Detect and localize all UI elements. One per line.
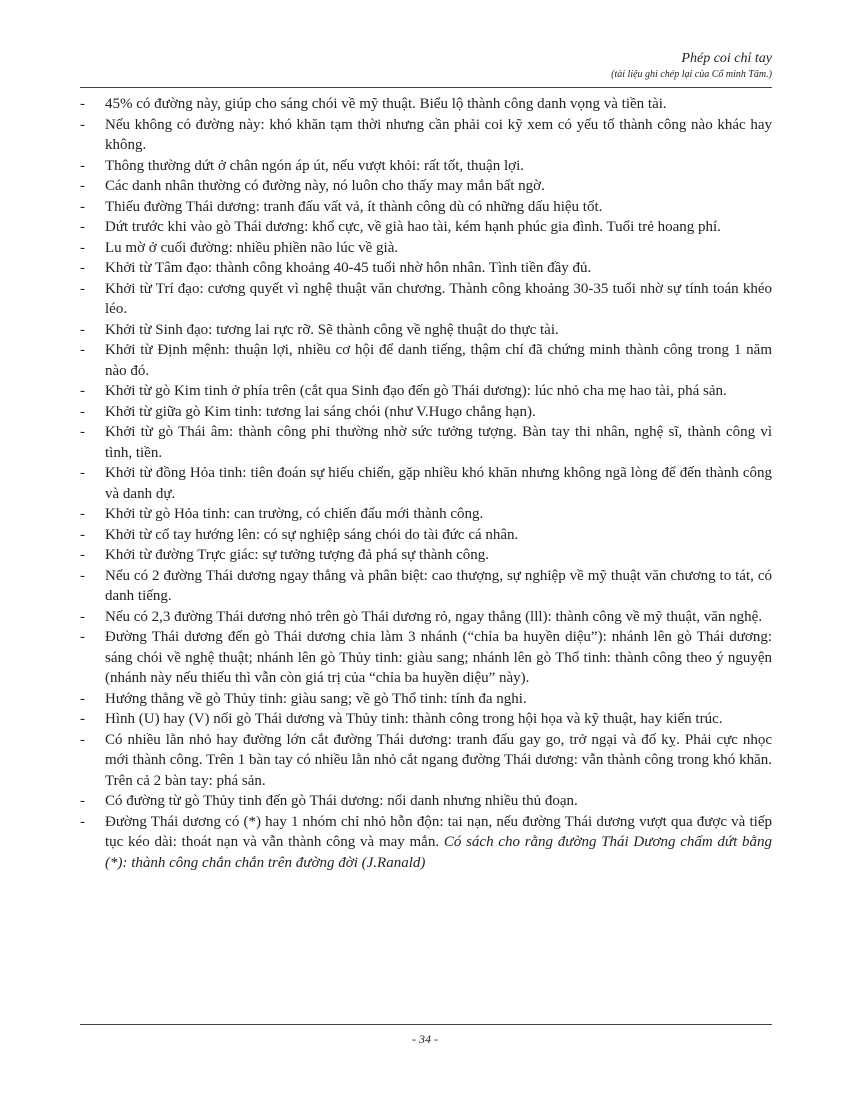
list-item: - Khởi từ giữa gò Kim tinh: tương lai sáng chói (như V.Hugo chẳng hạn).: [80, 402, 772, 423]
bullet-list: [80, 94, 772, 873]
list-item: - Khởi từ gò Hỏa tinh: can trường, có chiến đấu mới thành công.: [80, 504, 772, 525]
list-item: - Dứt trước khi vào gò Thái dương: khổ cực, về già hao tài, kém hạnh phúc gia đình. Tuổi trẻ hoang phí.: [80, 217, 772, 238]
header-divider: [80, 87, 772, 88]
list-item: - Nếu không có đường này: khó khăn tạm thời nhưng cần phải coi kỹ xem có yếu tố thành công nào khác hay không.: [80, 115, 772, 156]
list-item: - Khởi từ đường Trực giác: sự tưởng tượng đả phá sự thành công.: [80, 545, 772, 566]
page-header: [611, 50, 772, 82]
list-item-italic-note: Có sách cho rằng đường Thái Dương chấm dứt bằng (*): thành công chắn chắn trên đường đời (J.Ranald): [105, 834, 773, 871]
header-subtitle: (tài liệu ghi chép lại của Cổ minh Tâm.): [611, 69, 772, 80]
list-item: - Thiếu đường Thái dương: tranh đấu vất vả, ít thành công dù có những dấu hiệu tốt.: [80, 197, 772, 218]
list-item: - Khởi từ gò Thái âm: thành công phi thường nhờ sức tưởng tượng. Bàn tay thi nhân, nghệ sĩ, thành công vì tình, tiền.: [80, 422, 772, 463]
list-item: - Khởi từ gò Kim tinh ở phía trên (cắt qua Sinh đạo đến gò Thái dương): lúc nhỏ cha mẹ hao tài, phá sản.: [80, 381, 772, 402]
list-item: - Các danh nhân thường có đường này, nó luôn cho thấy may mắn bất ngờ.: [80, 176, 772, 197]
header-title: Phép coi chỉ tay: [681, 51, 772, 66]
list-item-last: [80, 812, 772, 874]
list-item: - Khởi từ đồng Hỏa tinh: tiên đoán sự hiếu chiến, gặp nhiều khó khăn nhưng không ngã lòng để đến thành công và danh dự.: [80, 463, 772, 504]
page-number: - 34 -: [412, 1032, 438, 1046]
list-item: - 45% có đường này, giúp cho sáng chói về mỹ thuật. Biểu lộ thành công danh vọng và tiền tài.: [80, 94, 772, 115]
list-item: - Khởi từ Trí đạo: cương quyết vì nghệ thuật văn chương. Thành công khoảng 30-35 tuổi nhờ sự tính toán khéo léo.: [80, 279, 772, 320]
list-item: - Có nhiều lằn nhỏ hay đường lớn cắt đường Thái dương: tranh đấu gay go, trở ngại và đố kỵ. Phải cực nhọc mới thành công. Trên 1 bàn tay có nhiều lằn nhỏ cắt ngang đường Thái dương: vẫn thành công trong khó khăn. Trên cả 2 bàn tay: phá sản.: [80, 730, 772, 792]
list-item-text: Đường Thái dương có (*) hay 1 nhóm chỉ nhỏ hỗn độn: tai nạn, nếu đường Thái dương vượt qua được và tiếp tục kéo dài: thoát nạn và vẫn thành công và may mắn.: [105, 813, 772, 850]
list-item: - Khởi từ Định mệnh: thuận lợi, nhiều cơ hội để danh tiếng, thậm chí đã chứng minh thành công trong 1 năm nào đó.: [80, 340, 772, 381]
list-item: - Thông thường dứt ở chân ngón áp út, nếu vượt khỏi: rất tốt, thuận lợi.: [80, 156, 772, 177]
list-item: - Có đường từ gò Thủy tinh đến gò Thái dương: nổi danh nhưng nhiều thủ đoạn.: [80, 791, 772, 812]
list-item: - Khởi từ Sinh đạo: tương lai rực rỡ. Sẽ thành công về nghệ thuật do thực tài.: [80, 320, 772, 341]
list-item: - Đường Thái dương đến gò Thái dương chia làm 3 nhánh (“chỉa ba huyền diệu”): nhánh lên gò Thái dương: sáng chói về nghệ thuật; nhánh lên gò Thủy tinh: giàu sang; nhánh lên gò Thổ tinh: thành công theo ý nguyện (nhánh này nếu thiếu thì vẫn còn giá trị của “chỉa ba huyền diệu” này).: [80, 627, 772, 689]
list-item: - Nếu có 2 đường Thái dương ngay thẳng và phân biệt: cao thượng, sự nghiệp về mỹ thuật văn chương to tát, có danh tiếng.: [80, 566, 772, 607]
list-item: - Nếu có 2,3 đường Thái dương nhỏ trên gò Thái dương rỏ, ngay thẳng (lll): thành công về mỹ thuật, văn nghệ.: [80, 607, 772, 628]
list-item: - Khởi từ cổ tay hướng lên: có sự nghiệp sáng chói do tài đức cá nhân.: [80, 525, 772, 546]
list-item: - Khởi từ Tâm đạo: thành công khoảng 40-45 tuổi nhờ hôn nhân. Tình tiền đầy đủ.: [80, 258, 772, 279]
list-item: - Lu mờ ở cuối đường: nhiều phiền não lúc về già.: [80, 238, 772, 259]
footer-divider: [80, 1024, 772, 1025]
list-item: - Hướng thẳng về gò Thủy tinh: giàu sang; về gò Thổ tinh: tính đa nghi.: [80, 689, 772, 710]
list-item: - Hình (U) hay (V) nối gò Thái dương và Thủy tinh: thành công trong hội họa và kỹ thuật, hay kiến trúc.: [80, 709, 772, 730]
